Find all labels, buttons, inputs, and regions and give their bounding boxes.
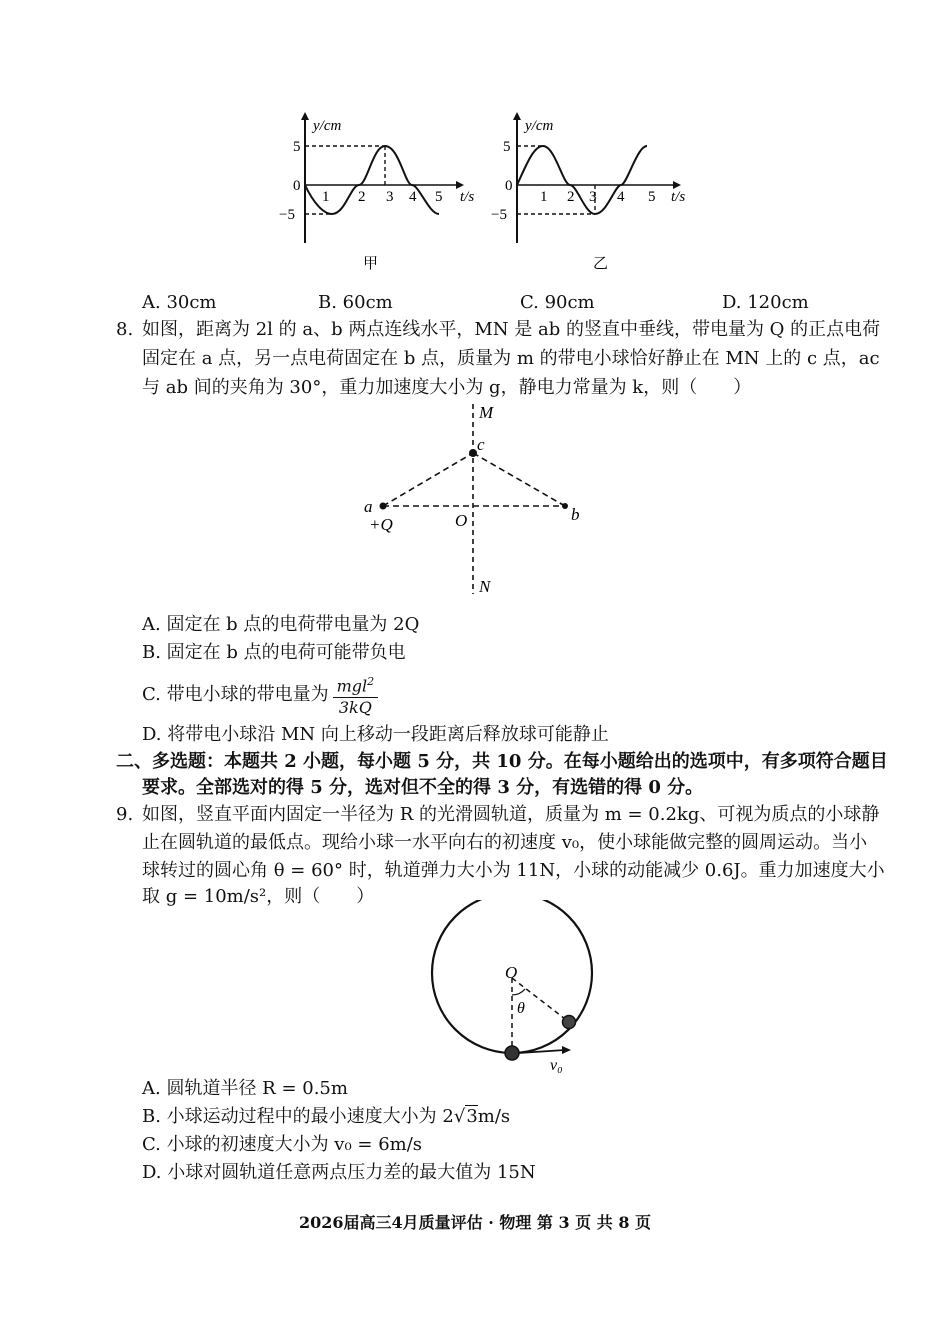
fraction-denominator: 3kQ [338,697,372,717]
q9-stem-line2: 止在圆轨道的最低点。现给小球一水平向右的初速度 v₀，使小球能做完整的圆周运动。当小 [142,832,868,853]
fraction-numerator-exponent: 2 [367,675,375,689]
label-N: N [479,577,491,596]
section2-heading-line1: 二、多选题：本题共 2 小题，每小题 5 分，共 10 分。在每小题给出的选项中，有多项符合题目 [116,751,888,772]
q9-stem-line1: 如图，竖直平面内固定一半径为 R 的光滑圆轨道，质量为 m = 0.2kg、可视为质点的小球静 [142,804,880,825]
label-plus-Q: +Q [369,515,393,534]
y-axis-label: y/cm [525,118,554,134]
t-axis-label: t/s [460,189,475,205]
q8-option-d: D. 将带电小球沿 MN 向上移动一段距离后释放球可能静止 [142,724,609,745]
q9-option-a: A. 圆轨道半径 R = 0.5m [142,1078,348,1099]
t-tick-4: 4 [617,189,625,205]
wave-graph-jia [275,108,485,273]
t-tick-1: 1 [322,189,330,205]
ac-line [383,453,473,506]
point-a-charge [380,503,387,510]
t-axis-arrow [456,181,464,189]
origin-label: 0 [293,178,301,194]
label-O: O [455,511,468,530]
origin-label: 0 [505,178,513,194]
point-c-ball [469,449,477,457]
t-axis-label: t/s [671,189,686,205]
label-b: b [571,505,580,524]
q9-number: 9. [116,804,134,825]
q9-option-d: D. 小球对圆轨道任意两点压力差的最大值为 15N [142,1162,536,1183]
wave-graph-yi [485,108,700,273]
q9-option-b [142,1102,510,1132]
point-b-charge [562,503,568,509]
q8-charge-diagram [355,398,595,598]
t-tick-3: 3 [386,189,394,205]
y-axis-arrow [513,112,521,120]
label-theta: θ [517,1000,525,1017]
t-axis-arrow [673,181,681,189]
t-tick-5: 5 [435,189,443,205]
y-tick-5: 5 [293,139,301,155]
q7-option-b: B. 60cm [318,292,393,313]
q7-option-d: D. 120cm [722,292,809,313]
section2-heading-line2: 要求。全部选对的得 5 分，选对但不全的得 3 分，有选错的得 0 分。 [142,777,704,798]
q8-option-b: B. 固定在 b 点的电荷可能带负电 [142,642,406,663]
caption-jia: 甲 [363,256,379,272]
t-tick-5: 5 [648,189,656,205]
charge-fraction [333,672,379,717]
q9-option-c: C. 小球的初速度大小为 v₀ = 6m/s [142,1134,423,1155]
q8-option-c [142,670,378,720]
sqrt-radicand: 3 [466,1106,478,1127]
q9-circle-track-diagram [425,900,610,1085]
ball-bottom [505,1046,519,1060]
q8-stem-line3: 与 ab 间的夹角为 30°，重力加速度大小为 g，静电力常量为 k，则（ ） [142,377,752,398]
t-tick-2: 2 [358,189,366,205]
y-tick-neg5: −5 [279,207,295,223]
label-c: c [477,435,485,454]
ball-rotated [563,1016,576,1029]
t-tick-1: 1 [540,189,548,205]
caption-yi: 乙 [593,256,609,272]
label-a: a [364,497,373,516]
q8-number: 8. [116,319,134,340]
y-tick-neg5: −5 [491,207,507,223]
t-tick-2: 2 [567,189,575,205]
q9-option-b-text: B. 小球运动过程中的最小速度大小为 2√ [142,1106,466,1127]
theta-arc [512,989,525,995]
label-M: M [479,403,494,422]
t-tick-4: 4 [409,189,417,205]
y-axis-label: y/cm [313,118,342,134]
y-tick-5: 5 [503,139,511,155]
q8-option-a: A. 固定在 b 点的电荷带电量为 2Q [142,614,420,635]
q9-stem-line3: 球转过的圆心角 θ = 60° 时，轨道弹力大小为 11N，小球的动能减少 0.6J。重力加速度大小 [142,860,885,881]
q7-option-a: A. 30cm [142,292,217,313]
velocity-arrow-head [562,1046,571,1054]
fraction-numerator: mgl [336,676,368,696]
q8-stem-line2: 固定在 a 点，另一点电荷固定在 b 点，质量为 m 的带电小球恰好静止在 MN 上的 c 点，ac [142,348,880,369]
y-axis-arrow [301,112,309,120]
q7-option-c: C. 90cm [520,292,595,313]
bc-line [473,453,565,506]
q9-option-b-unit: m/s [477,1106,511,1127]
t-tick-3: 3 [589,189,597,205]
q9-stem-line4: 取 g = 10m/s²，则（ ） [142,886,375,907]
q8-option-c-text: C. 带电小球的带电量为 [142,684,329,705]
page-footer: 2026届高三4月质量评估 · 物理 第 3 页 共 8 页 [298,1213,652,1232]
wave-curve [517,146,647,214]
label-O: O [505,963,518,982]
q8-stem-line1: 如图，距离为 2l 的 a、b 两点连线水平，MN 是 ab 的竖直中垂线，带电量为 Q 的正点电荷 [142,319,881,340]
label-v0: v₀ [550,1057,563,1074]
